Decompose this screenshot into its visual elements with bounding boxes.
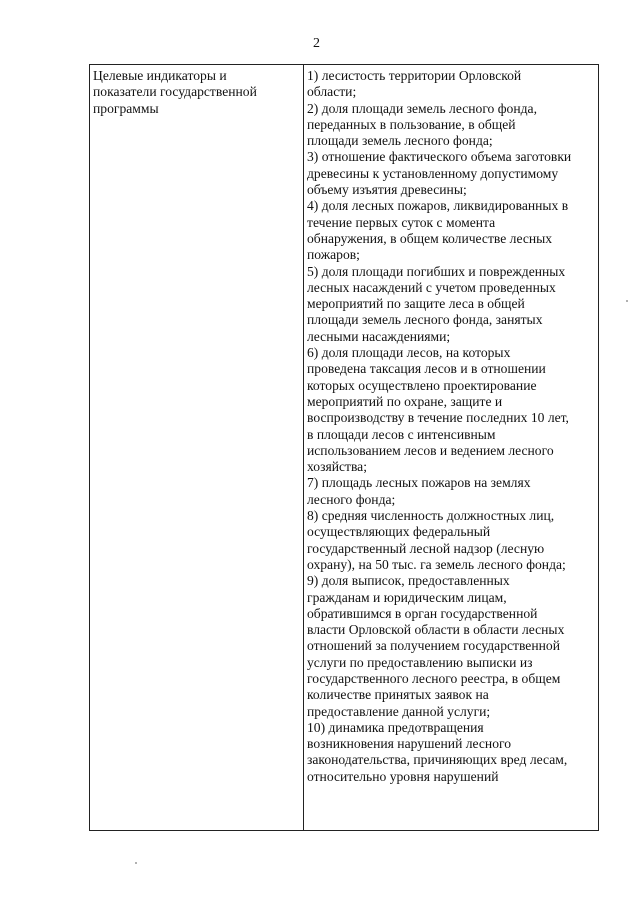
indicator-line: области; xyxy=(307,84,357,100)
indicator-line: лесных насаждений с учетом проведенных xyxy=(307,279,556,295)
program-indicators-table xyxy=(89,64,599,831)
indicators-label-line: программы xyxy=(93,100,159,116)
scan-speck xyxy=(135,862,137,864)
indicator-line: которых осуществлено проектирование xyxy=(307,377,537,393)
indicators-label-line: показатели государственной xyxy=(93,84,257,100)
indicator-line: услуги по предоставлению выписки из xyxy=(307,654,533,670)
indicator-line: 1) лесистость территории Орловской xyxy=(307,68,522,83)
table-row xyxy=(90,65,599,831)
indicators-label-cell xyxy=(90,65,304,831)
indicator-line: 10) динамика предотвращения xyxy=(307,719,484,735)
indicator-line: обратившимся в орган государственной xyxy=(307,605,538,621)
indicator-line: охрану), на 50 тыс. га земель лесного фонда; xyxy=(307,556,566,572)
indicator-line: предоставление данной услуги; xyxy=(307,703,491,719)
page-number: 2 xyxy=(313,36,320,51)
indicator-line: государственного лесного реестра, в общем xyxy=(307,670,561,686)
indicator-line: государственный лесной надзор (лесную xyxy=(307,540,545,556)
indicator-line: количестве принятых заявок на xyxy=(307,687,489,703)
indicator-line: использованием лесов и ведением лесного xyxy=(307,442,554,458)
indicator-line: 8) средняя численность должностных лиц, xyxy=(307,508,555,524)
indicator-line: 5) доля площади погибших и поврежденных xyxy=(307,263,566,279)
indicator-line: площади земель лесного фонда; xyxy=(307,133,493,149)
indicator-line: 3) отношение фактического объема заготовки xyxy=(307,149,572,165)
indicator-line: законодательства, причиняющих вред лесам, xyxy=(307,752,568,768)
indicator-line: воспроизводству в течение последних 10 лет, xyxy=(307,410,569,426)
indicators-list xyxy=(307,68,595,785)
indicators-label-line: Целевые индикаторы и xyxy=(93,68,227,83)
indicator-line: возникновения нарушений лесного xyxy=(307,736,512,752)
indicator-line: мероприятий по защите леса в общей xyxy=(307,296,525,312)
indicator-line: проведена таксация лесов и в отношении xyxy=(307,361,546,377)
indicator-line: переданных в пользование, в общей xyxy=(307,116,516,132)
indicator-line: хозяйства; xyxy=(307,459,367,475)
indicator-line: 2) доля площади земель лесного фонда, xyxy=(307,100,537,116)
indicator-line: мероприятий по охране, защите и xyxy=(307,393,503,409)
indicator-line: лесного фонда; xyxy=(307,491,396,507)
indicator-line: в площади лесов с интенсивным xyxy=(307,426,496,442)
indicators-label xyxy=(93,68,300,117)
indicator-line: 4) доля лесных пожаров, ликвидированных в xyxy=(307,198,569,214)
indicator-line: обнаружения, в общем количестве лесных xyxy=(307,230,553,246)
indicator-line: лесными насаждениями; xyxy=(307,328,451,344)
indicator-line: течение первых суток с момента xyxy=(307,214,496,230)
indicator-line: отношений за получением государственной xyxy=(307,638,560,654)
indicator-line: 6) доля площади лесов, на которых xyxy=(307,345,511,361)
indicator-line: площади земель лесного фонда, занятых xyxy=(307,312,543,328)
indicator-line: 9) доля выписок, предоставленных xyxy=(307,573,510,589)
indicator-line: 7) площадь лесных пожаров на землях xyxy=(307,475,531,491)
indicator-line: древесины к установленному допустимому xyxy=(307,165,559,181)
indicator-line: гражданам и юридическим лицам, xyxy=(307,589,507,605)
indicator-line: объему изъятия древесины; xyxy=(307,182,467,198)
indicators-list-cell xyxy=(304,65,599,831)
indicator-line: власти Орловской области в области лесных xyxy=(307,622,565,638)
indicator-line: осуществляющих федеральный xyxy=(307,524,491,540)
indicator-line: пожаров; xyxy=(307,247,360,263)
scan-speck xyxy=(626,300,628,302)
indicator-line: относительно уровня нарушений xyxy=(307,768,499,784)
